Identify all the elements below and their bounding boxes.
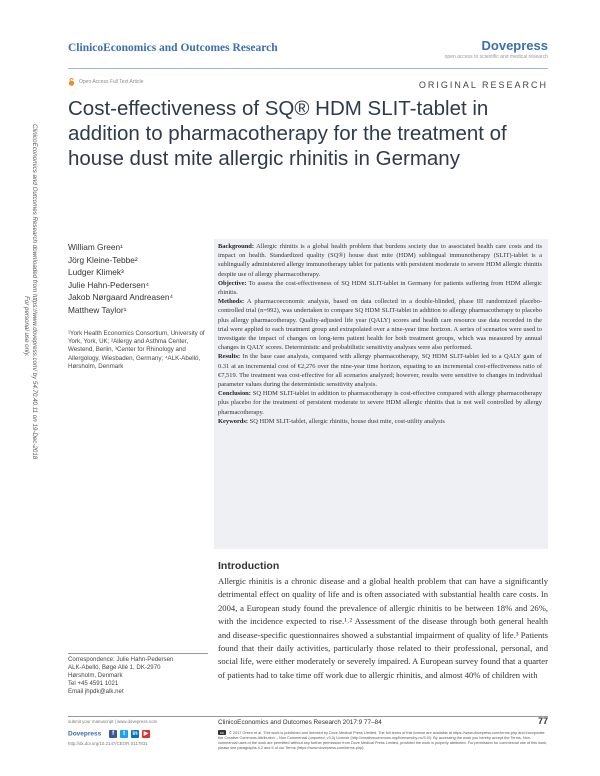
- author: Jakob Nørgaard Andreasen⁴: [68, 292, 174, 303]
- page-number: 77: [537, 716, 548, 726]
- footer-rule: [68, 716, 548, 717]
- keywords-label: Keywords:: [218, 417, 249, 425]
- open-access-lock-icon: [68, 78, 75, 86]
- publisher-tagline: open access to scientific and medical research: [444, 54, 548, 60]
- license-notice: [218, 730, 548, 751]
- article-type: ORIGINAL RESEARCH: [418, 80, 548, 90]
- correspondence-line: Hørsholm, Denmark: [68, 672, 123, 680]
- correspondence-line: ALK-Abelló, Bøge Allé 1, DK-2970: [68, 664, 161, 672]
- download-notice: ClinicoEconomics and Outcomes Research downloaded from https://www.dovepress.com/ by 54.70.40.11 on 19-Dec-2018: [31, 124, 38, 460]
- methods-text: A pharmacoeconomic analysis, based on data collected in a double-blinded, phase III randomized placebo-controlled trial (n=992), was undertaken to compare SQ HDM SLIT-tablet in addition to allergy pharmacotherapy to placebo plus allergy pharmacotherapy. Quality-adjusted life year (QALY) scores and health care resource use data recorded in the trial were applied to each treatment group and extrapolated over a nine-year time horizon. A series of scenarios were used to investigate the impact of changes on long-term patient health for both treatment groups, which was measured by annual changes in QALY scores. Deterministic and probabilistic sensitivity analyses were also performed.: [218, 298, 542, 352]
- results-text: In the base case analysis, compared with allergy pharmacotherapy, SQ HDM SLIT-tablet led to a QALY gain of 0.31 at an incremental cost of €2,276 over the nine-year time horizon, equating to an incremental cost-effectiveness ratio of €7,519. The treatment was cost-effective for all scenarios analyzed; however, results were sensitive to changes in individual parameter values during the deterministic sensitivity analysis.: [218, 353, 542, 389]
- personal-use-notice: For personal use only.: [23, 296, 30, 357]
- conclusion-label: Conclusion:: [218, 390, 251, 398]
- author: Julie Hahn-Pedersen⁴: [68, 279, 150, 290]
- keywords-text: SQ HDM SLIT-tablet, allergic rhinitis, house dust mite, cost-utility analysis: [248, 417, 445, 425]
- footer-dovepress-logo[interactable]: Dovepress: [68, 730, 102, 738]
- header-rule: [68, 68, 548, 69]
- background-label: Background:: [218, 243, 255, 250]
- open-access-badge: [68, 78, 143, 86]
- objective-label: Objective:: [218, 279, 247, 287]
- correspondence-email[interactable]: Email jhpdk@alk.net: [68, 688, 124, 696]
- submit-manuscript-link[interactable]: submit your manuscript | www.dovepress.com: [68, 719, 158, 724]
- background-text: Allergic rhinitis is a global health problem that burdens society due to associated health care costs and its impact on health. Standardized quality (SQ®) house dust mite (HDM) sublingual immunotherapy (SLIT)-tablet is a sublingually administered allergy immunotherapy tablet for patients with persistent moderate to severe HDM allergic rhinitis despite use of allergy pharmacotherapy.: [218, 243, 542, 278]
- abstract-box: [214, 239, 548, 549]
- publisher-logo[interactable]: Dovepress: [481, 38, 548, 53]
- license-text: © 2017 Green et al. This work is published and licensed by Dove Medical Press Limited. The full terms of this license are available at https://www.dovepress.com/terms.php and incorporate the Creative Commons Attribution – Non Commercial (unported, v3.0) License (http://creativecommons.org/licenses/by-nc/3.0/). By accessing the work you hereby accept the Terms. Non-commercial uses of the work are permitted without any further permission from Dove Medical Press Limited, provided the work is properly attributed. For permission for commercial use of this work, please see paragraphs 4.2 and 5 of our Terms (https://www.dovepress.com/terms.php).: [218, 731, 548, 751]
- publisher-brand: [445, 38, 548, 60]
- citation: ClinicoEconomics and Outcomes Research 2017:9 77–84: [218, 719, 382, 726]
- author-list: [68, 241, 208, 317]
- download-sidebar: [8, 124, 46, 544]
- author: William Green¹: [68, 242, 123, 252]
- article-title: Cost-effectiveness of SQ® HDM SLIT-tablet in addition to pharmacotherapy for the treatment of house dust mite allergic rhinitis in Germany: [68, 97, 507, 170]
- twitter-icon[interactable]: t: [120, 730, 128, 738]
- objective-text: To assess the cost-effectiveness of SQ HDM SLIT-tablet in Germany for patients suffering from HDM allergic rhinitis.: [218, 279, 542, 297]
- author: Jörg Kleine-Tebbe²: [68, 254, 138, 265]
- correspondence: [68, 653, 208, 696]
- introduction-text: Allergic rhinitis is a chronic disease and a global health problem that can have a significantly detrimental effect on quality of life and is often associated with substantial health care costs. In 2004, a European study found the prevalence of allergic rhinitis to be between 18% and 26%, with the incidence expected to rise.¹˒² Assessment of the disease through both general health and disease-specific questionnaires showed a substantial impairment of quality of life.³ Patients found that their daily activities, particularly those related to their professional, personal, and social life, were either moderately or severely impaired. A European survey found that a quarter of patients had to take time off work due to allergic rhinitis, and almost 40% of children with: [218, 576, 548, 680]
- cc-license-icon[interactable]: cc: [220, 730, 224, 735]
- correspondence-line: Correspondence: Julie Hahn-Pedersen: [68, 656, 174, 663]
- methods-label: Methods:: [218, 298, 245, 306]
- author: Matthew Taylor¹: [68, 304, 127, 315]
- youtube-icon[interactable]: ▶: [143, 731, 149, 737]
- footer-left: [68, 719, 157, 746]
- linkedin-icon[interactable]: in: [132, 731, 138, 737]
- open-access-label: Open Access Full Text Article: [79, 79, 144, 85]
- doi-link[interactable]: http://dx.doi.org/10.2147/CEOR.S117831: [68, 741, 148, 746]
- section-heading: Introduction: [218, 560, 280, 572]
- affiliations: ¹York Health Economics Consortium, University of York, York, UK; ²Allergy and Asthma Center, Westend, Berlin, ³Center for Rhinology and Allergology, Wiesbaden, Germany; ⁴ALK-Abelló, Hørsholm, Denmark: [68, 330, 205, 370]
- results-label: Results:: [218, 353, 241, 361]
- journal-name: ClinicoEconomics and Outcomes Research: [68, 42, 278, 54]
- correspondence-line: Tel +45 4591 1021: [68, 680, 119, 688]
- author: Ludger Klimek³: [68, 267, 124, 278]
- conclusion-text: SQ HDM SLIT-tablet in addition to pharmacotherapy is cost-effective compared with allergy pharmacotherapy plus placebo for the treatment of persistent moderate to severe HDM allergic rhinitis that is not well controlled by allergy pharmacotherapy.: [218, 390, 542, 416]
- facebook-icon[interactable]: f: [109, 730, 117, 738]
